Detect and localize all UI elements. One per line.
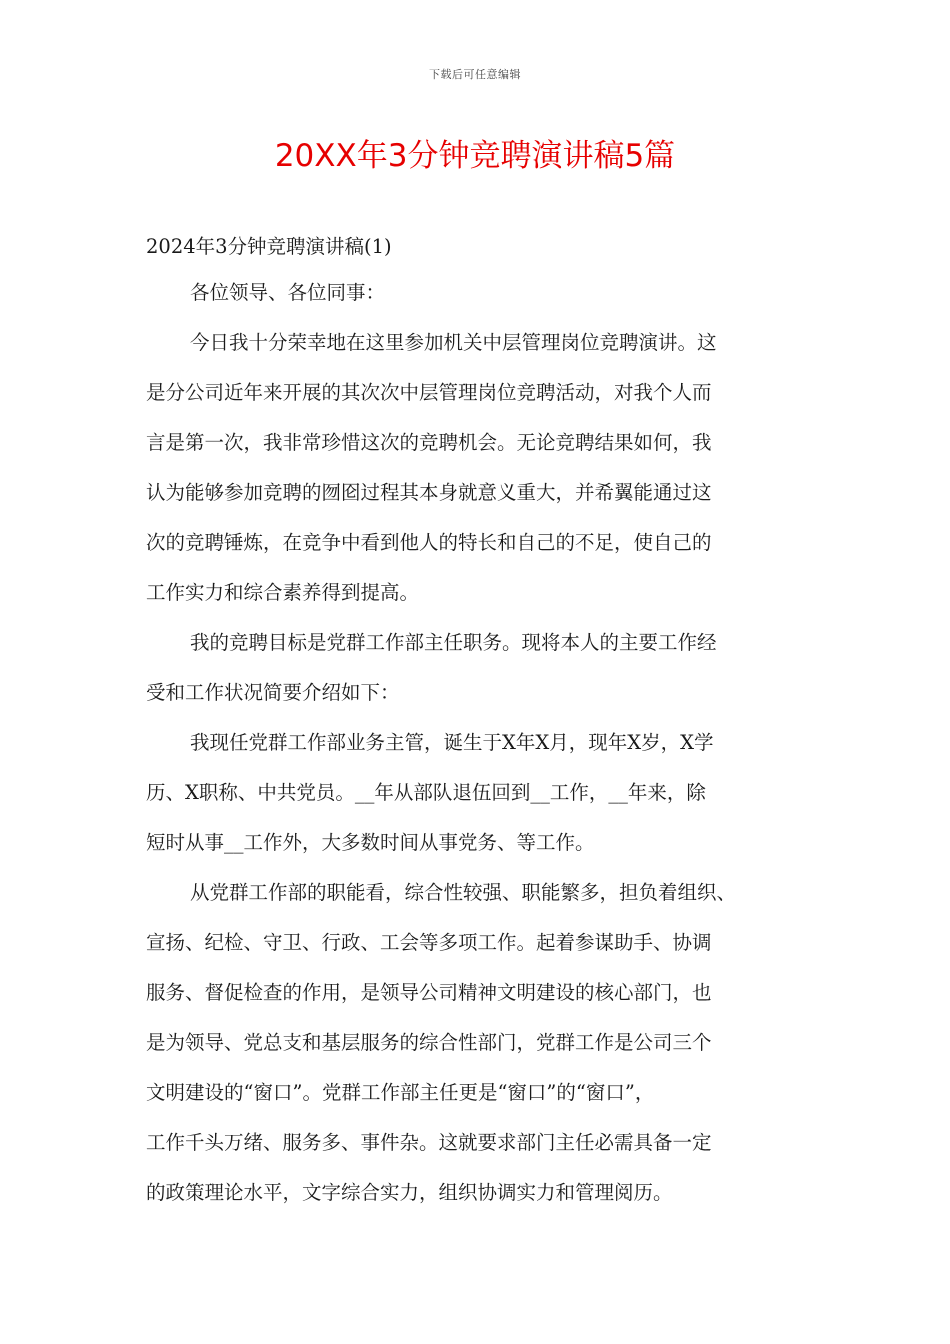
document-title: 20XX年3分钟竞聘演讲稿5篇 bbox=[274, 138, 676, 174]
paragraph-line: 次的竞聘锤炼，在竞争中看到他人的特长和自己的不足，使自己的 bbox=[146, 531, 712, 554]
paragraph-line: 是分公司近年来开展的其次次中层管理岗位竞聘活动，对我个人而 bbox=[146, 381, 712, 404]
paragraph-line: 历、X职称、中共党员。__年从部队退伍回到__工作，__年来，除 bbox=[146, 781, 706, 804]
paragraph-line: 服务、督促检查的作用，是领导公司精神文明建设的核心部门，也 bbox=[146, 981, 712, 1004]
paragraph-1 bbox=[146, 318, 806, 618]
section-heading: 2024年3分钟竞聘演讲稿(1) bbox=[146, 235, 392, 258]
paragraph-2 bbox=[146, 618, 806, 718]
paragraph-line: 认为能够参加竞聘的囫囵过程其本身就意义重大，并希翼能通过这 bbox=[146, 481, 712, 504]
greeting: 各位领导、各位同事： bbox=[190, 281, 386, 304]
paragraph-3 bbox=[146, 718, 806, 868]
paragraph-line: 工作千头万绪、服务多、事件杂。这就要求部门主任必需具备一定 bbox=[146, 1131, 712, 1154]
header-note: 下载后可任意编辑 bbox=[429, 68, 521, 81]
paragraph-line: 我现任党群工作部业务主管，诞生于X年X月，现年X岁，X学 bbox=[190, 731, 714, 754]
paragraph-line: 我的竞聘目标是党群工作部主任职务。现将本人的主要工作经 bbox=[190, 631, 717, 654]
paragraph-line: 宣扬、纪检、守卫、行政、工会等多项工作。起着参谋助手、协调 bbox=[146, 931, 712, 954]
document-body bbox=[146, 226, 806, 1218]
paragraph-line: 短时从事__工作外，大多数时间从事党务、等工作。 bbox=[146, 831, 595, 854]
paragraph-line: 受和工作状况简要介绍如下： bbox=[146, 681, 400, 704]
paragraph-line: 工作实力和综合素养得到提高。 bbox=[146, 581, 420, 604]
paragraph-line: 今日我十分荣幸地在这里参加机关中层管理岗位竞聘演讲。这 bbox=[190, 331, 717, 354]
paragraph-line: 是为领导、党总支和基层服务的综合性部门，党群工作是公司三个 bbox=[146, 1031, 712, 1054]
paragraph-line: 从党群工作部的职能看，综合性较强、职能繁多，担负着组织、 bbox=[190, 881, 737, 904]
paragraph-line: 的政策理论水平，文字综合实力，组织协调实力和管理阅历。 bbox=[146, 1181, 673, 1204]
paragraph-line: 言是第一次，我非常珍惜这次的竞聘机会。无论竞聘结果如何，我 bbox=[146, 431, 712, 454]
paragraph-4 bbox=[146, 868, 806, 1218]
paragraph-line: 文明建设的“窗口”。党群工作部主任更是“窗口”的“窗口”， bbox=[146, 1081, 655, 1104]
